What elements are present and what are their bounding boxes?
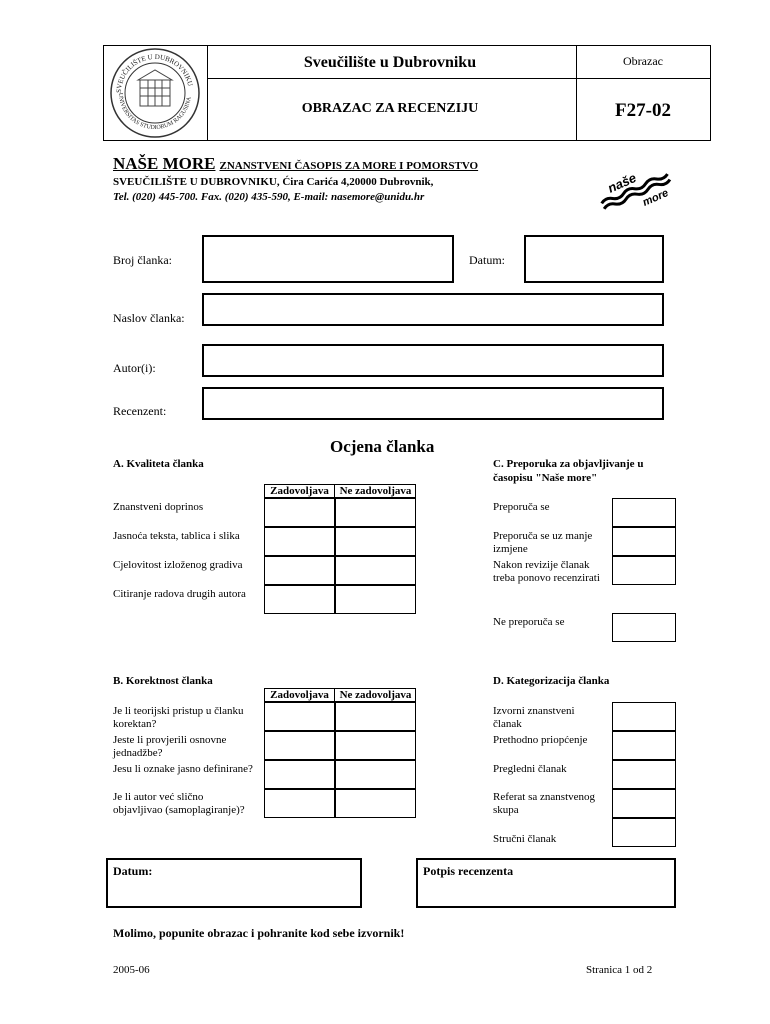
d-option-line: Izvorni znanstveni xyxy=(493,705,575,717)
a-row-label: Jasnoća teksta, tablica i slika xyxy=(113,530,240,542)
section-b-col1: Zadovoljava xyxy=(270,689,329,701)
logo-word-top: naše xyxy=(605,169,639,196)
naslov-label: Naslov članka: xyxy=(113,311,185,325)
c-option-line: Nakon revizije članak xyxy=(493,559,590,571)
section-b-col2: Ne zadovoljava xyxy=(339,689,412,701)
b4-zadovoljava[interactable] xyxy=(264,789,335,818)
d-option-line: članak xyxy=(493,718,522,730)
a1-ne-zadovoljava[interactable] xyxy=(335,498,416,527)
c-option-label xyxy=(493,530,592,556)
section-a-col2: Ne zadovoljava xyxy=(339,485,412,497)
c-option-line: treba ponovo recenzirati xyxy=(493,572,600,584)
d-option-label: Stručni članak xyxy=(493,833,557,845)
b-row-label xyxy=(113,705,243,731)
c-option-line: Preporuča se uz manje xyxy=(493,530,593,542)
c-option-label xyxy=(493,559,600,585)
seal-text-bottom: UNIVERSITAS STUDIORUM RAGUSINA xyxy=(116,92,193,132)
c2-checkbox[interactable] xyxy=(612,527,676,556)
journal-subtitle: ZNANSTVENI ČASOPIS ZA MORE I POMORSTVO xyxy=(219,160,479,172)
d-option-label: Prethodno priopćenje xyxy=(493,734,588,746)
footer-page: Stranica 1 od 2 xyxy=(586,964,653,976)
university-seal xyxy=(108,46,202,140)
naslov-field[interactable] xyxy=(202,293,664,326)
d3-checkbox[interactable] xyxy=(612,760,676,789)
b2-ne-zadovoljava[interactable] xyxy=(335,731,416,760)
journal-heading xyxy=(113,154,478,174)
b4-ne-zadovoljava[interactable] xyxy=(335,789,416,818)
b-row-label xyxy=(113,791,245,817)
autor-field[interactable] xyxy=(202,344,664,377)
b-row-line: Jeste li provjerili osnovne xyxy=(113,734,227,746)
seal-text-top: SVEUČILIŠTE U DUBROVNIKU xyxy=(114,52,195,94)
footer-version: 2005-06 xyxy=(113,964,150,976)
a1-zadovoljava[interactable] xyxy=(264,498,335,527)
section-d-title: D. Kategorizacija članka xyxy=(493,675,610,687)
form-word: Obrazac xyxy=(623,54,663,68)
journal-name: NAŠE MORE xyxy=(113,154,216,173)
a-row-label: Cjelovitost izloženog gradiva xyxy=(113,559,243,571)
a-row-label: Citiranje radova drugih autora xyxy=(113,588,246,600)
broj-field[interactable] xyxy=(202,235,454,283)
a2-ne-zadovoljava[interactable] xyxy=(335,527,416,556)
b3-ne-zadovoljava[interactable] xyxy=(335,760,416,789)
c3-checkbox[interactable] xyxy=(612,556,676,585)
c4-checkbox[interactable] xyxy=(612,613,676,642)
d1-checkbox[interactable] xyxy=(612,702,676,731)
journal-contact: Tel. (020) 445-700. Fax. (020) 435-590, E-mail: nasemore@unidu.hr xyxy=(113,191,425,203)
b-row-line: Je li teorijski pristup u članku xyxy=(113,705,244,717)
section-a-col1: Zadovoljava xyxy=(270,485,329,497)
b-row-line: korektan? xyxy=(113,718,157,730)
section-c-title-1: C. Preporuka za objavljivanje u xyxy=(493,458,644,470)
a4-zadovoljava[interactable] xyxy=(264,585,335,614)
autor-label: Autor(i): xyxy=(113,361,156,375)
section-c-title-2: časopisu "Naše more" xyxy=(493,472,598,484)
footer-note: Molimo, popunite obrazac i pohranite kod sebe izvornik! xyxy=(113,926,405,940)
b-row-label: Jesu li oznake jasno definirane? xyxy=(113,763,253,775)
d-option-label: Pregledni članak xyxy=(493,763,567,775)
b-row-line: Je li autor već slično xyxy=(113,791,204,803)
datum-label: Datum: xyxy=(469,253,505,267)
c-option-label: Preporuča se xyxy=(493,501,550,513)
a3-ne-zadovoljava[interactable] xyxy=(335,556,416,585)
university-name: Sveučilište u Dubrovniku xyxy=(303,54,477,71)
section-b-title: B. Korektnost članka xyxy=(113,675,213,687)
recenzent-field[interactable] xyxy=(202,387,664,420)
b1-zadovoljava[interactable] xyxy=(264,702,335,731)
d5-checkbox[interactable] xyxy=(612,818,676,847)
d4-checkbox[interactable] xyxy=(612,789,676,818)
footer-potpis-label: Potpis recenzenta xyxy=(423,864,514,878)
a3-zadovoljava[interactable] xyxy=(264,556,335,585)
c-option-line: izmjene xyxy=(493,543,528,555)
journal-address: SVEUČILIŠTE U DUBROVNIKU, Ćira Carića 4,20000 Dubrovnik, xyxy=(113,176,434,188)
a-row-label: Znanstveni doprinos xyxy=(113,501,204,513)
b3-zadovoljava[interactable] xyxy=(264,760,335,789)
a4-ne-zadovoljava[interactable] xyxy=(335,585,416,614)
recenzent-label: Recenzent: xyxy=(113,404,167,418)
broj-label: Broj članka: xyxy=(113,253,172,267)
d-option-label xyxy=(493,705,575,731)
d2-checkbox[interactable] xyxy=(612,731,676,760)
b1-ne-zadovoljava[interactable] xyxy=(335,702,416,731)
form-code: F27-02 xyxy=(615,100,671,121)
c-option-label: Ne preporuča se xyxy=(493,616,565,628)
ocjena-title: Ocjena članka xyxy=(330,437,435,456)
d-option-line: skupa xyxy=(493,804,519,816)
section-a-title: A. Kvaliteta članka xyxy=(113,458,204,470)
d-option-line: Referat sa znanstvenog xyxy=(493,791,596,803)
datum-field[interactable] xyxy=(524,235,664,283)
c1-checkbox[interactable] xyxy=(612,498,676,527)
form-title: OBRAZAC ZA RECENZIJU xyxy=(301,101,479,116)
b-row-label xyxy=(113,734,226,760)
b-row-line: jednadžbe? xyxy=(113,747,163,759)
footer-datum-label: Datum: xyxy=(113,864,153,878)
journal-logo xyxy=(596,158,676,216)
logo-word-bottom: more xyxy=(640,187,671,209)
b2-zadovoljava[interactable] xyxy=(264,731,335,760)
a2-zadovoljava[interactable] xyxy=(264,527,335,556)
d-option-label xyxy=(493,791,595,817)
b-row-line: objavljivao (samoplagiranje)? xyxy=(113,804,245,816)
